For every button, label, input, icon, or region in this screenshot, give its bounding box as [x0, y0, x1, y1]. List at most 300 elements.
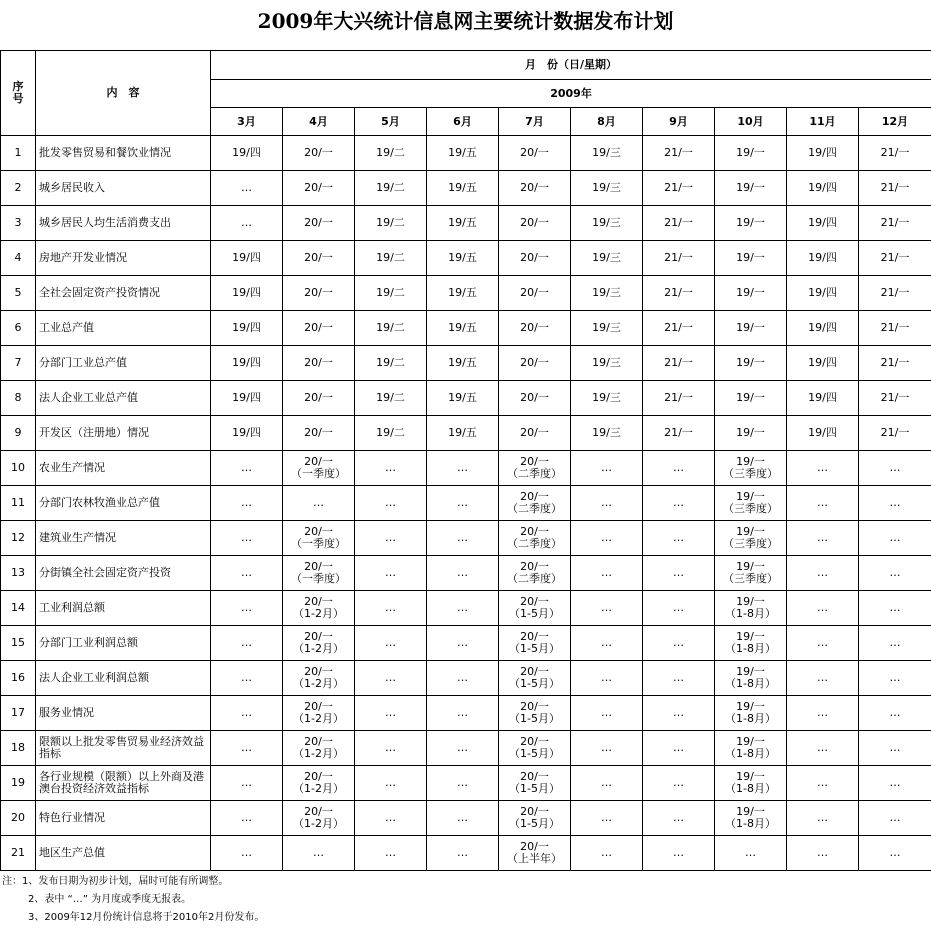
release-date-cell	[283, 206, 355, 241]
release-date-cell	[211, 241, 283, 276]
release-date: 19/一	[736, 455, 765, 468]
release-date-cell	[859, 626, 931, 661]
release-date: 20/一	[520, 525, 549, 538]
release-period: （1-8月）	[725, 677, 776, 690]
release-period: （1-8月）	[725, 747, 776, 760]
release-date: 20/一	[304, 286, 333, 299]
release-date-cell	[355, 591, 427, 626]
release-date-cell	[499, 836, 571, 871]
release-date-cell	[355, 521, 427, 556]
release-date: …	[601, 636, 612, 649]
row-number: 19	[1, 766, 36, 801]
row-number: 16	[1, 661, 36, 696]
release-date: …	[817, 846, 828, 859]
release-date-cell	[211, 836, 283, 871]
row-content: 农业生产情况	[36, 451, 211, 486]
note-2: 2、表中 “…” 为月度或季度无报表。	[28, 894, 192, 905]
release-period: （1-8月）	[725, 817, 776, 830]
header-seq: 序 号	[1, 51, 36, 136]
release-date-cell	[499, 731, 571, 766]
release-date: 20/一	[520, 356, 549, 369]
release-date: …	[817, 461, 828, 474]
release-date: 20/一	[304, 805, 333, 818]
release-date-cell	[427, 241, 499, 276]
release-date-cell	[787, 696, 859, 731]
release-date: 20/一	[304, 525, 333, 538]
release-date-cell	[283, 136, 355, 171]
release-date-cell	[211, 311, 283, 346]
header-month-group: 月 份（日/星期）	[211, 51, 931, 80]
release-date-cell	[499, 766, 571, 801]
release-date: …	[241, 811, 252, 824]
row-number: 13	[1, 556, 36, 591]
release-date: 20/一	[304, 455, 333, 468]
release-date: …	[817, 671, 828, 684]
release-date-cell	[499, 451, 571, 486]
release-date: …	[601, 461, 612, 474]
release-date: …	[241, 776, 252, 789]
release-date: 19/五	[448, 356, 477, 369]
release-date: …	[889, 671, 901, 684]
release-date-cell	[643, 591, 715, 626]
release-period: （1-5月）	[509, 642, 560, 655]
release-date: 19/五	[448, 286, 477, 299]
release-date: …	[817, 741, 828, 754]
release-period: （1-8月）	[725, 607, 776, 620]
release-date: 21/一	[664, 321, 693, 334]
release-date: 19/三	[592, 286, 621, 299]
page-title: 2009年大兴统计信息网主要统计数据发布计划	[257, 9, 674, 33]
release-date-cell	[715, 381, 787, 416]
table-row	[1, 416, 931, 451]
release-date-cell	[355, 836, 427, 871]
row-number: 17	[1, 696, 36, 731]
release-date-cell	[643, 731, 715, 766]
release-date-cell	[283, 836, 355, 871]
release-period: （1-2月）	[293, 642, 344, 655]
release-date-cell	[787, 661, 859, 696]
release-date-cell	[715, 416, 787, 451]
release-date-cell	[859, 696, 931, 731]
release-date-cell	[499, 276, 571, 311]
release-date-cell	[427, 731, 499, 766]
release-date-cell	[787, 766, 859, 801]
release-date-cell	[859, 731, 931, 766]
release-date-cell	[859, 241, 931, 276]
release-period: （1-8月）	[725, 712, 776, 725]
release-period: （二季度）	[507, 467, 562, 480]
row-content: 城乡居民收入	[36, 171, 211, 206]
release-date-cell	[859, 801, 931, 836]
release-date-cell	[643, 346, 715, 381]
release-date-cell	[787, 241, 859, 276]
row-content: 分部门农林牧渔业总产值	[36, 486, 211, 521]
release-date-cell	[715, 451, 787, 486]
release-date: …	[457, 496, 468, 509]
table-body	[1, 136, 931, 871]
release-date-cell	[355, 346, 427, 381]
release-date: 19/一	[736, 630, 765, 643]
release-date: 20/一	[520, 560, 549, 573]
release-date: …	[889, 741, 901, 754]
release-date: …	[817, 601, 828, 614]
row-number: 10	[1, 451, 36, 486]
release-date-cell	[715, 276, 787, 311]
release-date-cell	[211, 486, 283, 521]
release-date-cell	[859, 661, 931, 696]
release-date-cell	[787, 451, 859, 486]
release-date-cell	[355, 206, 427, 241]
release-period: （1-8月）	[725, 642, 776, 655]
release-date-cell	[859, 171, 931, 206]
release-date-cell	[571, 136, 643, 171]
release-date: 21/一	[880, 286, 910, 299]
release-date: …	[457, 671, 468, 684]
row-content: 法人企业工业总产值	[36, 381, 211, 416]
release-date-cell	[283, 451, 355, 486]
release-date-cell	[499, 521, 571, 556]
row-content: 建筑业生产情况	[36, 521, 211, 556]
table-row	[1, 276, 931, 311]
release-date: …	[241, 531, 252, 544]
release-date: …	[673, 811, 684, 824]
release-date-cell	[859, 311, 931, 346]
release-date-cell	[211, 171, 283, 206]
release-date-cell	[427, 696, 499, 731]
release-period: （一季度）	[291, 467, 346, 480]
release-date: 20/一	[520, 805, 549, 818]
release-period: （二季度）	[507, 502, 562, 515]
release-date: 19/二	[376, 391, 405, 404]
release-date: …	[241, 566, 252, 579]
release-date: 20/一	[304, 216, 333, 229]
release-date-cell	[571, 171, 643, 206]
table-row	[1, 696, 931, 731]
release-date: …	[601, 566, 612, 579]
release-period: （1-2月）	[293, 712, 344, 725]
row-content: 城乡居民人均生活消费支出	[36, 206, 211, 241]
release-date: 21/一	[880, 356, 910, 369]
table-row	[1, 451, 931, 486]
release-date-cell	[643, 626, 715, 661]
release-date: 19/三	[592, 216, 621, 229]
release-date-cell	[427, 451, 499, 486]
release-period: （1-8月）	[725, 782, 776, 795]
release-date: …	[601, 601, 612, 614]
release-date: …	[457, 636, 468, 649]
row-number: 7	[1, 346, 36, 381]
release-date: 19/四	[808, 356, 837, 369]
release-date-cell	[859, 591, 931, 626]
release-date-cell	[643, 241, 715, 276]
release-date: …	[241, 181, 252, 194]
release-date-cell	[571, 836, 643, 871]
release-date-cell	[427, 311, 499, 346]
release-date-cell	[499, 136, 571, 171]
row-content: 工业总产值	[36, 311, 211, 346]
release-date: …	[385, 776, 396, 789]
release-date-cell	[643, 556, 715, 591]
header-month: 4月	[283, 108, 355, 136]
release-date: 20/一	[304, 391, 333, 404]
release-date-cell	[859, 486, 931, 521]
header-month: 3月	[211, 108, 283, 136]
row-content: 工业利润总额	[36, 591, 211, 626]
notes	[2, 873, 264, 927]
release-date-cell	[283, 731, 355, 766]
release-date: 19/二	[376, 356, 405, 369]
release-date: 19/一	[736, 490, 765, 503]
release-date: …	[457, 566, 468, 579]
release-date-cell	[715, 836, 787, 871]
release-date: …	[385, 531, 396, 544]
release-date-cell	[283, 556, 355, 591]
release-date: …	[673, 671, 684, 684]
release-date: 19/一	[736, 286, 765, 299]
release-period: （上半年）	[507, 852, 562, 865]
release-date: 20/一	[520, 700, 549, 713]
release-date: 19/四	[808, 286, 837, 299]
release-date: 20/一	[304, 181, 333, 194]
release-date-cell	[715, 311, 787, 346]
release-date-cell	[355, 801, 427, 836]
release-date: …	[457, 531, 468, 544]
release-date-cell	[427, 346, 499, 381]
release-period: （三季度）	[723, 467, 778, 480]
release-date-cell	[427, 591, 499, 626]
release-date: 19/一	[736, 665, 765, 678]
release-date: …	[313, 496, 324, 509]
release-date-cell	[355, 486, 427, 521]
release-date-cell	[787, 486, 859, 521]
release-date: 21/一	[664, 356, 693, 369]
release-date-cell	[427, 276, 499, 311]
release-date-cell	[787, 346, 859, 381]
release-date: 19/一	[736, 146, 765, 159]
row-content: 分街镇全社会固定资产投资	[36, 556, 211, 591]
release-date: 19/三	[592, 426, 621, 439]
release-date: 19/四	[808, 321, 837, 334]
release-date-cell	[355, 311, 427, 346]
release-date: …	[241, 671, 252, 684]
release-date-cell	[427, 521, 499, 556]
release-date: 20/一	[304, 426, 333, 439]
release-date-cell	[211, 416, 283, 451]
release-date: 20/一	[520, 426, 549, 439]
release-date: …	[385, 461, 396, 474]
table-row	[1, 766, 931, 801]
row-number: 12	[1, 521, 36, 556]
release-date-cell	[859, 381, 931, 416]
release-date: 19/四	[808, 251, 837, 264]
release-date-cell	[211, 276, 283, 311]
release-date: …	[889, 811, 901, 824]
note-3: 3、2009年12月份统计信息将于2010年2月份发布。	[28, 912, 265, 923]
release-date-cell	[643, 311, 715, 346]
release-date-cell	[427, 766, 499, 801]
release-date: …	[817, 496, 828, 509]
release-date-cell	[211, 451, 283, 486]
release-date-cell	[715, 556, 787, 591]
release-date: 19/五	[448, 391, 477, 404]
release-date: 21/一	[880, 251, 910, 264]
release-date: …	[313, 846, 324, 859]
release-date: 20/一	[520, 391, 549, 404]
release-date: …	[817, 776, 828, 789]
release-date: 19/一	[736, 321, 765, 334]
release-date: …	[601, 706, 612, 719]
release-date: …	[241, 461, 252, 474]
release-date-cell	[499, 801, 571, 836]
release-date-cell	[499, 661, 571, 696]
row-content: 分部门工业利润总额	[36, 626, 211, 661]
release-date-cell	[643, 206, 715, 241]
row-number: 21	[1, 836, 36, 871]
release-date-cell	[283, 311, 355, 346]
release-date-cell	[643, 801, 715, 836]
release-date: 20/一	[520, 216, 549, 229]
row-number: 5	[1, 276, 36, 311]
release-date-cell	[859, 206, 931, 241]
release-date-cell	[355, 381, 427, 416]
release-date-cell	[211, 381, 283, 416]
release-date-cell	[427, 381, 499, 416]
release-date-cell	[715, 206, 787, 241]
release-date: 20/一	[520, 251, 549, 264]
release-date: 20/一	[520, 840, 549, 853]
release-date-cell	[571, 416, 643, 451]
release-date-cell	[571, 241, 643, 276]
release-date: 19/四	[808, 146, 837, 159]
release-date: 19/二	[376, 181, 405, 194]
release-date: 20/一	[304, 665, 333, 678]
release-date: …	[385, 671, 396, 684]
release-date: 19/二	[376, 286, 405, 299]
table-row	[1, 311, 931, 346]
release-date: …	[457, 741, 468, 754]
release-date: …	[385, 636, 396, 649]
release-date-cell	[355, 626, 427, 661]
release-date-cell	[643, 521, 715, 556]
release-date-cell	[643, 381, 715, 416]
release-period: （1-5月）	[509, 677, 560, 690]
table-row	[1, 731, 931, 766]
release-period: （1-5月）	[509, 747, 560, 760]
release-date: …	[385, 601, 396, 614]
release-date-cell	[787, 521, 859, 556]
release-date-cell	[211, 346, 283, 381]
release-date: 20/一	[304, 321, 333, 334]
release-date-cell	[355, 416, 427, 451]
release-date-cell	[859, 836, 931, 871]
release-date-cell	[499, 171, 571, 206]
release-schedule-table	[0, 50, 931, 871]
release-date-cell	[859, 276, 931, 311]
header-year: 2009年	[211, 80, 931, 108]
release-date-cell	[787, 731, 859, 766]
release-date: 20/一	[520, 321, 549, 334]
release-date: …	[385, 811, 396, 824]
release-date: …	[673, 636, 684, 649]
release-date-cell	[211, 206, 283, 241]
release-date-cell	[643, 486, 715, 521]
release-date: …	[457, 846, 468, 859]
release-date: …	[601, 496, 612, 509]
row-content: 特色行业情况	[36, 801, 211, 836]
release-period: （1-5月）	[509, 607, 560, 620]
release-date: 19/五	[448, 146, 477, 159]
row-number: 2	[1, 171, 36, 206]
table-row	[1, 661, 931, 696]
release-date-cell	[715, 591, 787, 626]
release-date: 19/二	[376, 321, 405, 334]
row-content: 开发区（注册地）情况	[36, 416, 211, 451]
release-date-cell	[787, 136, 859, 171]
release-date: 20/一	[304, 146, 333, 159]
release-date-cell	[571, 206, 643, 241]
release-date: …	[889, 496, 901, 509]
release-date-cell	[283, 241, 355, 276]
release-date-cell	[211, 626, 283, 661]
table-row	[1, 836, 931, 871]
release-date-cell	[427, 556, 499, 591]
release-date: 19/一	[736, 356, 765, 369]
release-date-cell	[211, 591, 283, 626]
row-content: 各行业规模（限额）以上外商及港澳台投资经济效益指标	[36, 766, 211, 801]
table-row	[1, 381, 931, 416]
release-date-cell	[571, 276, 643, 311]
release-date: …	[241, 216, 252, 229]
row-content: 房地产开发业情况	[36, 241, 211, 276]
release-date: …	[601, 531, 612, 544]
release-date: …	[817, 706, 828, 719]
release-period: （三季度）	[723, 572, 778, 585]
release-date-cell	[499, 416, 571, 451]
row-number: 20	[1, 801, 36, 836]
release-date: …	[889, 776, 901, 789]
release-date: 19/五	[448, 426, 477, 439]
table-row	[1, 521, 931, 556]
release-date: 20/一	[304, 735, 333, 748]
release-date: …	[889, 636, 901, 649]
release-date-cell	[643, 171, 715, 206]
release-date-cell	[283, 591, 355, 626]
release-date: …	[385, 706, 396, 719]
release-period: （二季度）	[507, 572, 562, 585]
release-date-cell	[355, 696, 427, 731]
row-content: 限额以上批发零售贸易业经济效益指标	[36, 731, 211, 766]
release-date-cell	[715, 626, 787, 661]
release-date: 20/一	[520, 735, 549, 748]
release-date: 21/一	[880, 321, 910, 334]
release-date-cell	[715, 766, 787, 801]
release-date: 20/一	[520, 146, 549, 159]
release-date-cell	[283, 171, 355, 206]
release-date: …	[241, 706, 252, 719]
release-date: …	[385, 846, 396, 859]
release-date-cell	[211, 766, 283, 801]
release-date-cell	[571, 381, 643, 416]
release-date: 21/一	[664, 216, 693, 229]
release-date-cell	[283, 381, 355, 416]
release-date-cell	[787, 556, 859, 591]
release-date-cell	[499, 696, 571, 731]
release-date: 21/一	[664, 146, 693, 159]
release-date-cell	[355, 171, 427, 206]
release-date: …	[673, 461, 684, 474]
release-date-cell	[427, 171, 499, 206]
release-date: 21/一	[880, 181, 910, 194]
